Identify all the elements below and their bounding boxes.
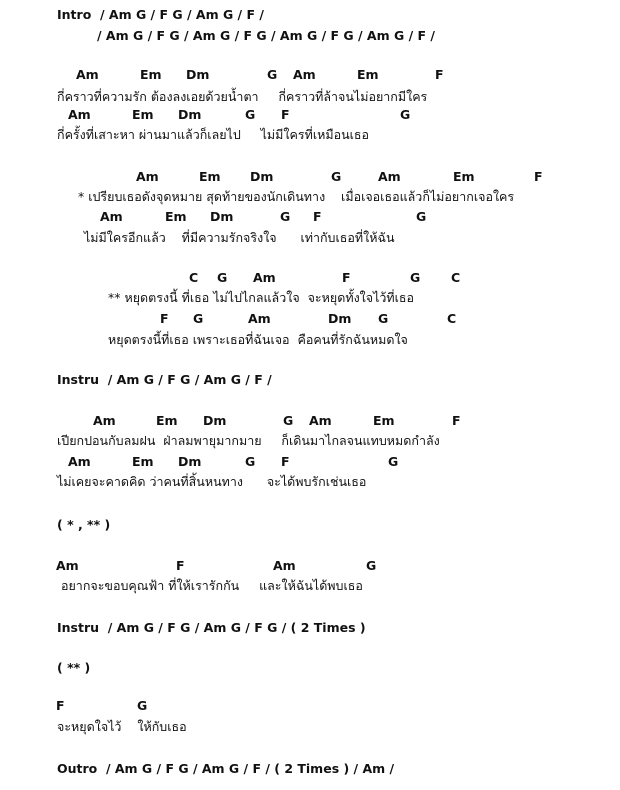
chord-label: Em xyxy=(453,169,475,184)
chord-label: Am xyxy=(273,558,296,573)
chord-label: C xyxy=(447,311,457,326)
chord-label: Em xyxy=(156,413,178,428)
lyric-line: เปียกปอนกับลมฝน ฝ่าลมพายุมากมาย ก็เดินมาไกลจนแทบหมดกำลัง xyxy=(57,433,440,448)
chord-label: Am xyxy=(248,311,271,326)
lyric-line: ไม่มีใครอีกแล้ว ที่มีความรักจริงใจ เท่ากับเธอที่ให้ฉัน xyxy=(84,230,395,245)
chord-label: G xyxy=(366,558,377,573)
chord-label: F xyxy=(452,413,461,428)
chord-label: Am xyxy=(68,107,91,122)
chord-label: Em xyxy=(132,454,154,469)
chord-label: F xyxy=(435,67,444,82)
chord-label: Em xyxy=(140,67,162,82)
chord-label: Dm xyxy=(210,209,234,224)
lyric-line: อยากจะขอบคุณฟ้า ที่ให้เรารักกัน และให้ฉันได้พบเธอ xyxy=(57,578,363,593)
intro-line-2: / Am G / F G / Am G / F G / Am G / F G / Am G / F / xyxy=(97,28,435,43)
lyric-line: กี่ครั้งที่เสาะหา ผ่านมาแล้วก็เลยไป ไม่มีใครที่เหมือนเธอ xyxy=(57,127,370,142)
chord-label: C xyxy=(189,270,199,285)
chord-label: G xyxy=(137,698,148,713)
chord-label: Dm xyxy=(186,67,210,82)
chord-label: G xyxy=(331,169,342,184)
chord-label: F xyxy=(160,311,169,326)
chord-label: G xyxy=(280,209,291,224)
chord-label: Em xyxy=(132,107,154,122)
chord-label: Dm xyxy=(328,311,352,326)
chord-label: Dm xyxy=(178,454,202,469)
chord-label: G xyxy=(245,107,256,122)
chord-label: Am xyxy=(309,413,332,428)
chord-label: G xyxy=(193,311,204,326)
chord-label: Dm xyxy=(250,169,274,184)
chord-label: F xyxy=(534,169,543,184)
chord-label: F xyxy=(281,454,290,469)
instru-line: Instru / Am G / F G / Am G / F / xyxy=(57,372,272,387)
chord-label: G xyxy=(410,270,421,285)
instru-line: Instru / Am G / F G / Am G / F G / ( 2 Times ) xyxy=(57,620,366,635)
lyric-line: ** หยุดตรงนี้ ที่เธอ ไม่ไปไกลแล้วใจ จะหยุดทั้งใจไว้ที่เธอ xyxy=(108,290,415,305)
chord-label: Dm xyxy=(203,413,227,428)
chord-label: F xyxy=(176,558,185,573)
chord-label: Am xyxy=(56,558,79,573)
lyric-line: * เปรียบเธอดังจุดหมาย สุดท้ายของนักเดินทาง เมื่อเจอเธอแล้วก็ไม่อยากเจอใคร xyxy=(78,189,515,204)
chord-label: Dm xyxy=(178,107,202,122)
chord-label: Am xyxy=(76,67,99,82)
chord-label: C xyxy=(451,270,461,285)
repeat-marker: ( * , ** ) xyxy=(57,517,111,532)
chord-label: G xyxy=(217,270,228,285)
intro-line-1: Intro / Am G / F G / Am G / F / xyxy=(57,7,264,22)
lyric-line: หยุดตรงนี้ที่เธอ เพราะเธอที่ฉันเจอ คือคนที่รักฉันหมดใจ xyxy=(108,332,408,347)
chord-label: Am xyxy=(93,413,116,428)
lyric-line: กี่คราวที่ความรัก ต้องลงเอยด้วยน้ำตา กี่คราวที่ล้าจนไม่อยากมีใคร xyxy=(57,89,428,104)
chord-label: G xyxy=(378,311,389,326)
chord-label: Am xyxy=(100,209,123,224)
chord-label: G xyxy=(245,454,256,469)
chord-label: Am xyxy=(378,169,401,184)
chord-label: F xyxy=(313,209,322,224)
chord-label: F xyxy=(56,698,65,713)
lyric-line: จะหยุดใจไว้ ให้กับเธอ xyxy=(57,719,187,734)
chord-label: G xyxy=(416,209,427,224)
lyric-line: ไม่เคยจะคาดคิด ว่าคนที่สิ้นหนทาง จะได้พบรักเช่นเธอ xyxy=(57,474,367,489)
chord-label: Am xyxy=(253,270,276,285)
chord-label: Am xyxy=(68,454,91,469)
chord-label: Am xyxy=(293,67,316,82)
chord-label: F xyxy=(342,270,351,285)
repeat-marker: ( ** ) xyxy=(57,660,91,675)
chord-label: G xyxy=(388,454,399,469)
chord-label: F xyxy=(281,107,290,122)
chord-label: G xyxy=(283,413,294,428)
chord-label: Em xyxy=(373,413,395,428)
chord-label: G xyxy=(400,107,411,122)
chord-label: Em xyxy=(199,169,221,184)
chord-label: Em xyxy=(357,67,379,82)
outro-line: Outro / Am G / F G / Am G / F / ( 2 Times ) / Am / xyxy=(57,761,395,776)
chord-label: G xyxy=(267,67,278,82)
chord-label: Am xyxy=(136,169,159,184)
chord-label: Em xyxy=(165,209,187,224)
